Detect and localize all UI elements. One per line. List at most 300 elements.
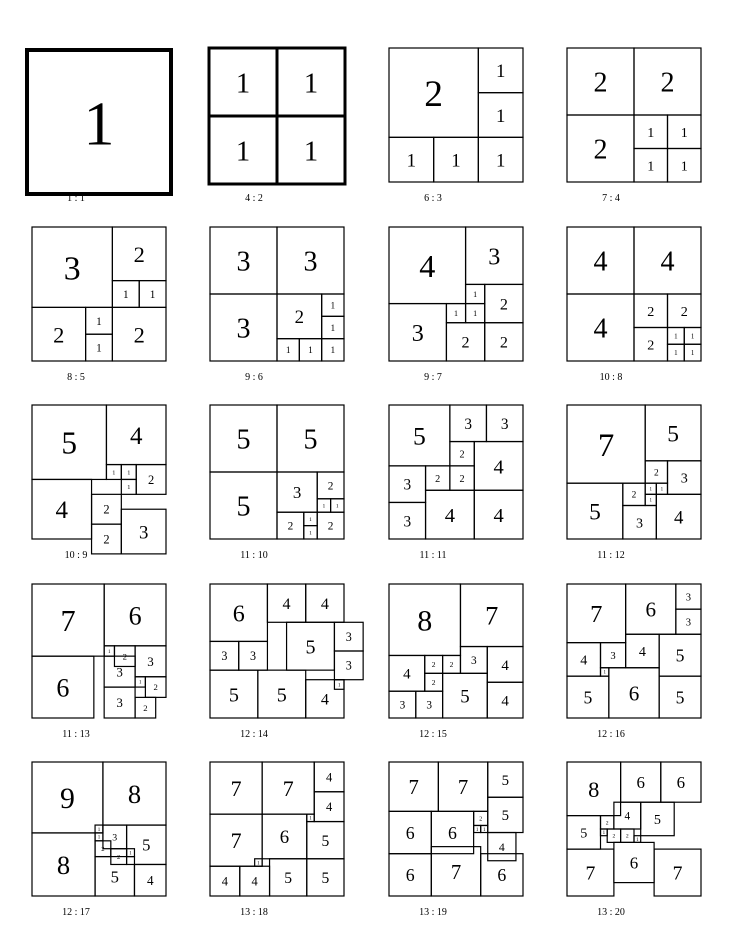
tile-square — [389, 304, 446, 361]
tile-square — [601, 829, 608, 836]
tile-label: 2 — [499, 334, 508, 352]
tile-square — [262, 814, 307, 859]
tile-label: 5 — [675, 645, 685, 666]
tile-square — [210, 762, 262, 814]
tile-square — [86, 307, 113, 334]
tile-square — [317, 472, 344, 499]
tile-square — [478, 48, 523, 93]
tile-label: 2 — [294, 307, 305, 329]
tile-square — [210, 227, 277, 294]
tile-label: 5 — [228, 684, 239, 707]
tile-label: 3 — [426, 699, 433, 712]
tiling-panel — [32, 227, 166, 361]
tile-label: 4 — [444, 505, 456, 528]
tile-square — [209, 116, 277, 184]
tile-label: 2 — [647, 303, 655, 320]
tile-label: 2 — [103, 532, 110, 547]
tile-square — [389, 227, 466, 304]
tile-label: 2 — [101, 846, 105, 854]
tile-label: 3 — [403, 513, 412, 531]
tiling-svg — [567, 762, 701, 896]
tile-label: 1 — [149, 289, 156, 302]
tile-label: 3 — [138, 522, 149, 544]
tiling-panel — [210, 584, 352, 718]
tile-square — [431, 811, 473, 853]
tile-square — [103, 825, 127, 849]
tile-label: 2 — [327, 480, 334, 493]
tiling-panel — [389, 405, 523, 539]
tile-label: 6 — [56, 673, 70, 703]
tile-square — [210, 866, 240, 896]
tile-square — [466, 227, 523, 284]
tile-square — [334, 622, 363, 651]
tile-label: 1 — [636, 837, 639, 843]
tile-label: 1 — [674, 332, 678, 341]
tile-square — [322, 294, 344, 316]
tiling-caption: 11 : 11 — [419, 550, 447, 561]
tile-label: 1 — [235, 136, 251, 168]
tile-label: 4 — [325, 800, 333, 815]
tile-square — [210, 670, 258, 718]
tile-square — [661, 762, 701, 802]
tile-square — [135, 697, 156, 718]
tile-square — [258, 670, 306, 718]
tile-square — [277, 48, 345, 116]
tile-square — [95, 857, 134, 896]
tiling-svg — [389, 227, 523, 361]
tiling-panel — [567, 48, 701, 182]
tiling-caption: 12 : 15 — [419, 729, 447, 740]
tile-square — [481, 825, 488, 832]
tile-label: 4 — [673, 507, 684, 529]
tile-label: 1 — [303, 68, 319, 100]
tile-label: 1 — [690, 332, 695, 341]
tile-square — [645, 494, 656, 505]
tiling-panel — [210, 762, 344, 896]
tile-square — [389, 762, 438, 811]
tile-label: 2 — [133, 241, 145, 267]
tile-square — [277, 339, 299, 361]
tile-label: 7 — [590, 601, 603, 629]
tile-label: 3 — [500, 415, 509, 433]
tiling-caption: 4 : 2 — [245, 193, 263, 204]
tile-square — [106, 465, 121, 480]
tile-label: 5 — [413, 421, 426, 451]
tile-label: 3 — [236, 313, 251, 345]
tiling-caption: 9 : 6 — [245, 372, 263, 383]
tile-square — [135, 677, 145, 687]
tile-label: 5 — [236, 424, 251, 456]
tile-square — [331, 499, 344, 512]
tile-square — [277, 294, 322, 339]
tile-square — [487, 682, 523, 718]
tile-square — [676, 584, 701, 609]
tile-label: 4 — [493, 456, 504, 479]
tile-label: 3 — [685, 617, 692, 629]
tile-square — [92, 494, 122, 524]
tile-label: 2 — [499, 296, 508, 314]
tile-label: 1 — [309, 516, 312, 523]
tile-square — [389, 854, 431, 896]
tile-label: 3 — [636, 515, 644, 532]
tile-square — [426, 466, 450, 490]
tiling-caption: 12 : 16 — [597, 729, 625, 740]
tiling-caption: 7 : 4 — [602, 193, 620, 204]
tile-square — [389, 466, 426, 503]
tile-square — [450, 442, 474, 466]
tile-label: 1 — [96, 342, 102, 355]
tile-square — [32, 656, 94, 718]
tile-label: 1 — [257, 861, 260, 867]
tiling-panel — [567, 584, 701, 718]
tile-square — [389, 137, 434, 182]
tile-label: 5 — [589, 499, 601, 526]
tiling-caption: 6 : 3 — [424, 193, 442, 204]
tile-square — [306, 584, 344, 622]
tiling-panel — [567, 405, 701, 539]
tile-label: 3 — [116, 664, 123, 680]
tile-square — [626, 584, 676, 634]
tile-square — [267, 584, 305, 622]
tiling-panel — [209, 48, 345, 184]
tile-square — [389, 502, 426, 539]
tile-label: 1 — [122, 289, 129, 302]
tile-label: 1 — [235, 68, 251, 100]
tile-label: 1 — [495, 150, 506, 172]
tile-square — [443, 655, 461, 673]
tile-label: 5 — [321, 832, 330, 850]
tile-label: 4 — [221, 874, 229, 889]
tile-label: 1 — [127, 484, 131, 492]
tile-label: 2 — [53, 322, 65, 348]
tile-label: 2 — [459, 449, 465, 461]
tile-label: 2 — [287, 520, 294, 533]
tile-square — [389, 811, 431, 853]
tile-square — [450, 466, 474, 490]
tile-label: 1 — [649, 498, 652, 504]
tiling-caption: 10 : 9 — [64, 550, 88, 561]
tile-square — [322, 339, 344, 361]
tile-label: 5 — [667, 421, 679, 448]
tile-square — [307, 859, 344, 896]
tile-label: 2 — [631, 490, 637, 501]
tiling-svg — [32, 584, 166, 718]
tile-square — [104, 687, 135, 718]
tile-label: 3 — [488, 244, 501, 271]
tile-label: 1 — [649, 487, 652, 493]
tile-label: 2 — [122, 651, 127, 662]
tile-label: 2 — [147, 472, 155, 487]
tile-label: 4 — [282, 595, 291, 613]
tile-label: 1 — [647, 158, 655, 175]
tiling-caption: 13 : 19 — [419, 907, 447, 918]
tile-label: 2 — [431, 660, 436, 670]
tiling-svg — [32, 405, 166, 547]
tile-square — [426, 490, 475, 539]
tiling-panel — [567, 227, 701, 361]
tile-square — [389, 405, 450, 466]
tile-square — [32, 227, 112, 307]
tile-label: 5 — [501, 772, 510, 789]
tile-square — [626, 634, 660, 668]
tile-square — [317, 499, 330, 512]
tile-square — [645, 483, 656, 494]
tile-square — [446, 304, 465, 323]
tile-label: 1 — [308, 346, 313, 357]
tile-square — [32, 584, 104, 656]
tiling-svg — [567, 405, 701, 539]
tiling-caption: 11 : 10 — [240, 550, 268, 561]
tiling-svg — [567, 227, 701, 361]
tile-square — [104, 646, 114, 656]
tile-label: 6 — [128, 601, 142, 631]
tile-square — [139, 281, 166, 308]
tile-square — [466, 284, 485, 303]
tile-label: 1 — [108, 649, 111, 655]
tile-label: 2 — [653, 468, 659, 479]
tile-label: 2 — [479, 816, 483, 823]
tile-label: 1 — [451, 150, 461, 172]
tile-label: 4 — [251, 874, 258, 889]
tile-label: 5 — [61, 425, 78, 461]
tile-square — [314, 762, 344, 792]
tile-label: 5 — [653, 812, 661, 829]
tile-label: 1 — [330, 323, 336, 334]
tile-label: 1 — [309, 530, 312, 537]
tiling-caption: 12 : 14 — [240, 729, 268, 740]
tile-square — [135, 646, 166, 677]
tiling-caption: 13 : 20 — [597, 907, 625, 918]
tile-label: 1 — [680, 158, 688, 175]
tile-square — [634, 48, 701, 115]
tile-label: 3 — [116, 695, 123, 711]
tile-label: 4 — [624, 810, 631, 823]
tile-label: 1 — [335, 503, 339, 510]
tile-label: 2 — [327, 520, 334, 533]
tile-label: 2 — [449, 660, 454, 670]
tile-square — [621, 829, 634, 842]
tile-square — [127, 825, 166, 864]
tile-label: 8 — [127, 779, 142, 810]
tile-label: 3 — [345, 629, 352, 644]
tile-square — [240, 866, 270, 896]
tile-square — [104, 584, 166, 646]
tile-label: 7 — [230, 828, 242, 854]
tile-label: 5 — [675, 687, 685, 708]
tiling-caption: 13 : 18 — [240, 907, 268, 918]
tile-square — [307, 814, 314, 822]
tile-square — [277, 405, 344, 472]
tile-label: 6 — [405, 865, 415, 886]
tile-label: 3 — [221, 649, 228, 664]
tiling-svg — [567, 584, 701, 718]
tile-square — [634, 294, 668, 328]
tile-square — [277, 472, 317, 512]
tile-square — [478, 137, 523, 182]
tile-label: 4 — [498, 839, 505, 854]
tile-label: 3 — [471, 654, 477, 667]
tile-square — [659, 634, 701, 676]
tile-label: 1 — [660, 487, 664, 493]
tile-label: 7 — [282, 775, 294, 801]
tile-label: 4 — [146, 873, 154, 889]
tile-square — [121, 509, 166, 554]
tile-square — [95, 825, 103, 833]
tile-label: 7 — [585, 862, 596, 885]
tile-label: 5 — [305, 636, 316, 659]
tile-square — [389, 584, 460, 655]
tile-square — [481, 854, 523, 896]
tile-square — [86, 334, 113, 361]
tile-label: 3 — [236, 246, 251, 278]
tile-label: 1 — [475, 827, 479, 833]
tile-square — [277, 512, 304, 539]
tile-square — [434, 137, 479, 182]
tile-square — [488, 762, 523, 797]
tile-square — [668, 461, 702, 494]
tile-square — [304, 526, 317, 539]
tile-label: 6 — [448, 822, 457, 843]
tiling-panel — [389, 227, 523, 361]
tile-label: 4 — [593, 313, 608, 345]
tile-square — [438, 762, 487, 811]
tile-square — [567, 849, 614, 896]
tile-square — [485, 284, 523, 322]
tile-square — [112, 307, 166, 361]
tile-square — [614, 842, 654, 882]
tile-label: 3 — [411, 320, 424, 347]
tile-label: 1 — [303, 136, 319, 168]
tile-square — [136, 465, 166, 495]
tile-square — [659, 676, 701, 718]
tile-label: 2 — [103, 502, 110, 517]
tile-label: 7 — [597, 427, 615, 464]
tile-label: 3 — [464, 415, 473, 433]
tile-square — [607, 829, 620, 842]
tile-label: 6 — [636, 773, 645, 793]
tile-label: 2 — [593, 134, 608, 166]
tile-label: 1 — [454, 309, 458, 319]
tile-label: 5 — [501, 808, 510, 825]
tiling-panel — [32, 584, 166, 718]
tiling-svg — [210, 405, 344, 539]
tiling-svg — [210, 584, 352, 718]
tiling-svg — [27, 50, 171, 194]
tile-label: 8 — [56, 850, 71, 881]
tile-label: 4 — [638, 644, 646, 661]
tile-label: 2 — [431, 677, 436, 687]
tiling-panel — [32, 405, 166, 547]
tiling-svg — [209, 48, 345, 184]
tile-square — [654, 849, 701, 896]
tile-label: 2 — [143, 702, 148, 713]
tile-label: 1 — [337, 683, 341, 689]
tile-square — [656, 483, 667, 494]
tile-square — [210, 294, 277, 361]
tile-label: 1 — [482, 827, 486, 833]
tile-square — [270, 859, 307, 896]
tile-square — [32, 405, 106, 479]
tile-label: 7 — [450, 861, 462, 884]
tile-square — [209, 48, 277, 116]
tiling-panel — [389, 584, 523, 718]
tile-label: 3 — [403, 476, 412, 494]
tile-label: 5 — [142, 835, 151, 855]
tile-label: 6 — [628, 681, 640, 706]
tile-square — [32, 762, 103, 833]
tiling-panel — [389, 762, 523, 896]
tile-label: 6 — [645, 597, 657, 622]
tile-square — [668, 344, 685, 361]
tile-label: 1 — [602, 831, 606, 837]
tile-square — [145, 677, 166, 698]
tile-square — [488, 797, 523, 832]
tile-label: 2 — [153, 682, 158, 693]
tile-square — [474, 811, 488, 825]
tile-square — [676, 609, 701, 634]
tile-label: 4 — [325, 770, 333, 785]
tile-square — [134, 864, 166, 896]
tile-label: 1 — [690, 349, 695, 358]
tile-square — [425, 673, 443, 691]
tile-square — [621, 762, 661, 802]
tile-label: 1 — [112, 469, 116, 477]
tile-square — [32, 307, 86, 361]
tiling-caption: 11 : 12 — [597, 550, 625, 561]
tile-label: 1 — [680, 124, 688, 141]
tile-square — [684, 344, 701, 361]
tile-label: 4 — [55, 497, 69, 525]
tile-square — [474, 825, 481, 832]
tile-square — [567, 405, 645, 483]
tile-square — [210, 641, 239, 670]
tile-label: 5 — [460, 686, 470, 708]
tile-label: 1 — [127, 469, 131, 477]
tile-label: 6 — [676, 773, 686, 793]
tile-square — [634, 836, 641, 843]
tile-label: 4 — [501, 693, 509, 710]
tile-square — [112, 227, 166, 281]
tile-label: 5 — [580, 825, 588, 842]
tile-label: 4 — [320, 691, 329, 709]
tile-square — [304, 512, 317, 525]
tile-label: 1 — [97, 835, 101, 841]
tile-square — [416, 691, 443, 718]
tile-label: 1 — [309, 816, 312, 822]
tile-label: 7 — [457, 777, 469, 800]
tile-label: 1 — [83, 90, 115, 159]
tiling-panel — [210, 227, 344, 361]
tile-square — [104, 656, 135, 687]
tile-square — [27, 50, 171, 194]
tile-square — [317, 512, 344, 539]
tile-square — [95, 833, 103, 841]
tile-label: 8 — [417, 604, 433, 638]
tile-label: 3 — [292, 483, 302, 503]
tiling-svg — [32, 762, 166, 896]
tile-square — [684, 328, 701, 345]
tile-label: 3 — [250, 649, 257, 664]
tile-square — [567, 643, 601, 677]
tile-label: 3 — [685, 592, 692, 604]
tile-square — [210, 584, 267, 641]
tile-square — [668, 149, 702, 183]
tile-label: 2 — [647, 337, 655, 354]
tiling-panel — [389, 48, 523, 182]
tile-square — [450, 405, 487, 442]
tile-label: 5 — [276, 684, 287, 707]
tile-square — [334, 680, 344, 690]
